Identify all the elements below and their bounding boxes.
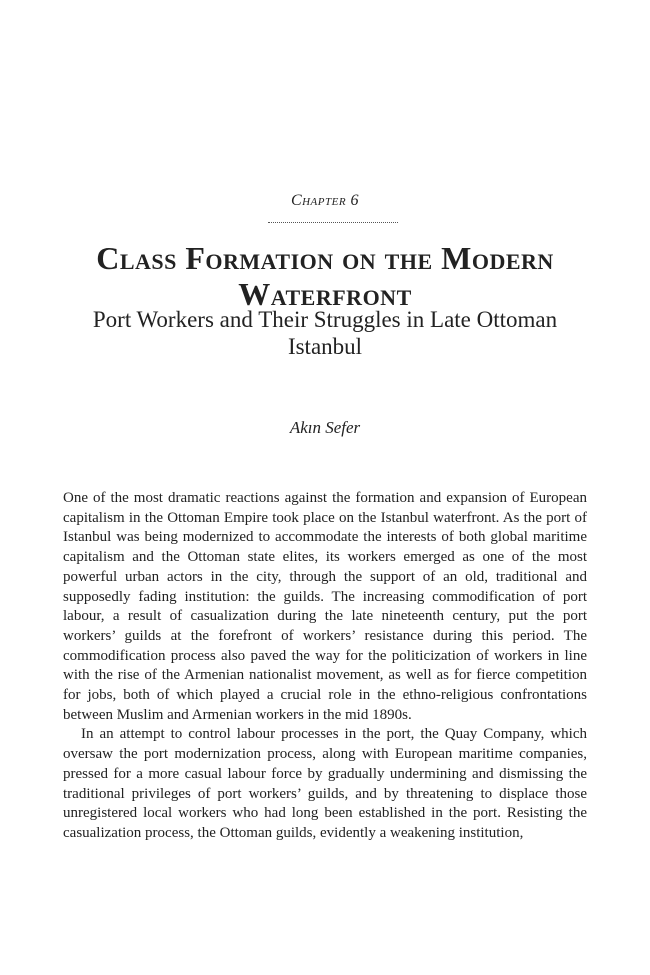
paragraph: In an attempt to control labour processes in the port, the Quay Company, which oversaw the port modernization process, along with European maritime companies, pressed for a more casual labour force by gradually undermining and dismissing the traditional privileges of port workers’ guilds, and by threatening to displace those unregistered local workers who had long been established in the port. Resisting the casualization process, the Ottoman guilds, evidently a weakening institution, bbox=[63, 726, 587, 841]
paragraph: One of the most dramatic reactions against the formation and expansion of European capitalism in the Ottoman Empire took place on the Istanbul waterfront. As the port of Istanbul was being modernized to accommodate the interests of both global maritime capitalism and the Ottoman state elites, its workers emerged as one of the most powerful urban actors in the city, through the support of an old, traditional and supposedly fading institution: the guilds. The increasing commodification of port labour, a result of casualization during the late nineteenth century, put the port workers’ guilds at the forefront of workers’ resistance during this period. The commodification process also paved the way for the politicization of workers in line with the rise of the Armenian nationalist movement, as well as for fierce competition for jobs, both of which played a crucial role in the ethno-religious confrontations between Muslim and Armenian workers in the mid 1890s. bbox=[63, 490, 587, 723]
chapter-subtitle: Port Workers and Their Struggles in Late Ottoman Istanbul bbox=[92, 307, 558, 359]
chapter-label: Chapter 6 bbox=[290, 192, 360, 209]
author-name: Akın Sefer bbox=[289, 418, 361, 437]
chapter-divider bbox=[268, 222, 398, 223]
chapter-title: Class Formation on the Modern Waterfront bbox=[96, 240, 554, 312]
body-text bbox=[63, 489, 587, 844]
